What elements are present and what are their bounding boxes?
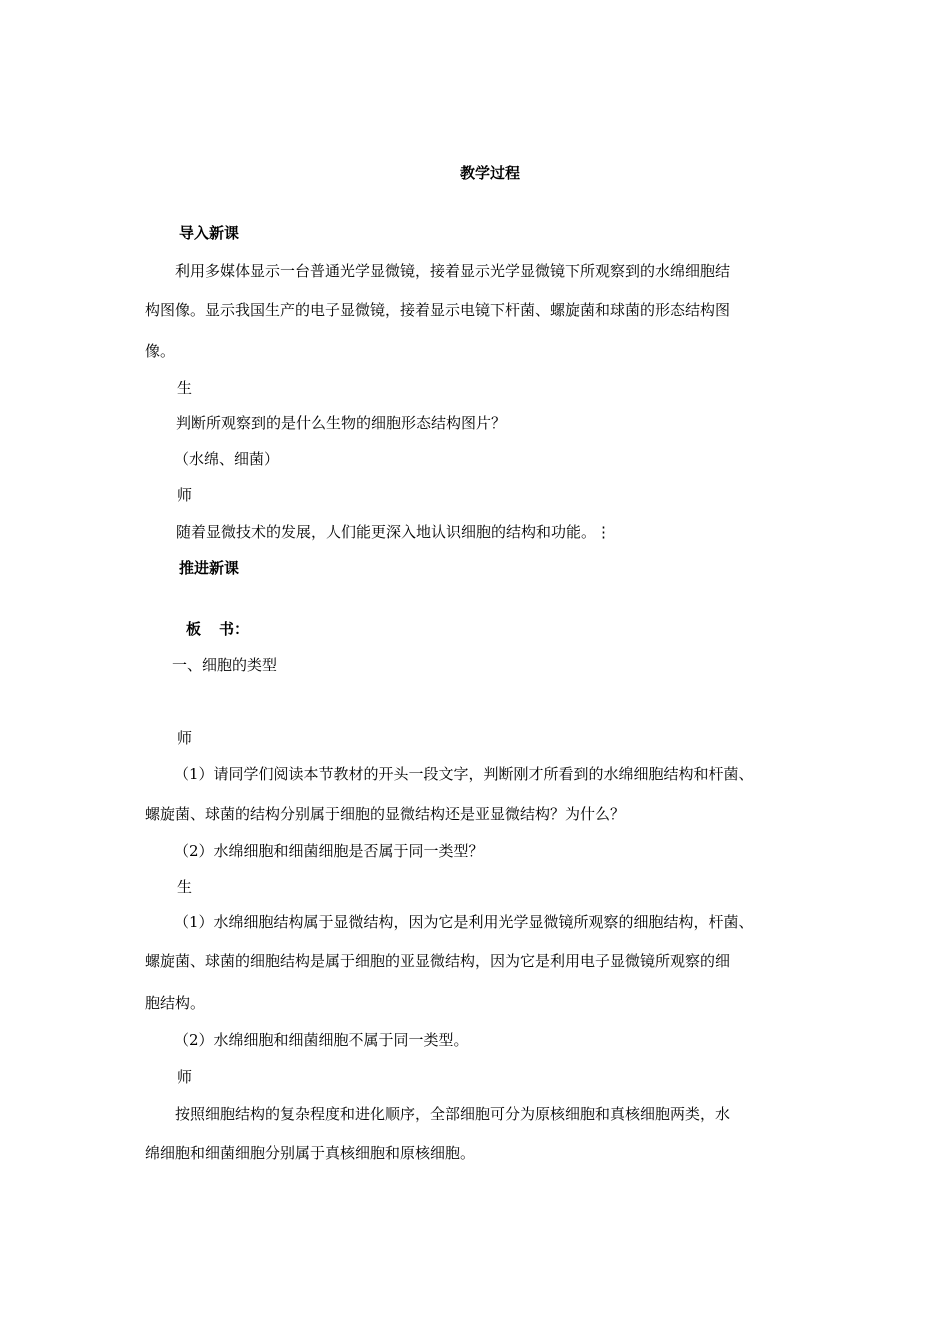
- board-label-part-b: 书：: [219, 620, 250, 638]
- teacher-question-1-line-2: 螺旋菌、球菌的结构分别属于细胞的显微结构还是亚显微结构？为什么？: [145, 805, 626, 823]
- student-answer-1-line-1: （1）水绵细胞结构属于显微结构，因为它是利用光学显微镜所观察的细胞结构，杆菌、: [174, 913, 754, 931]
- teacher-statement: 随着显微技术的发展，人们能更深入地认识细胞的结构和功能。⋮: [176, 523, 612, 541]
- speaker-teacher-label: 师: [177, 729, 193, 747]
- section-heading-intro: 导入新课: [179, 224, 240, 242]
- teacher-question-1-line-1: （1）请同学们阅读本节教材的开头一段文字，判断刚才所看到的水绵细胞结构和杆菌、: [174, 765, 754, 783]
- speaker-student-label: 生: [177, 878, 193, 896]
- speaker-student-label: 生: [177, 379, 193, 397]
- board-item-cell-types: 一、细胞的类型: [172, 656, 278, 674]
- teacher-explanation-line-2: 绵细胞和细菌细胞分别属于真核细胞和原核细胞。: [145, 1144, 476, 1162]
- student-answer-1-line-2: 螺旋菌、球菌的细胞结构是属于细胞的亚显微结构，因为它是利用电子显微镜所观察的细: [145, 952, 731, 970]
- speaker-teacher-label: 师: [177, 486, 193, 504]
- board-label-part-a: 板: [186, 620, 202, 638]
- question-text: 判断所观察到的是什么生物的细胞形态结构图片？: [176, 414, 507, 432]
- speaker-teacher-label: 师: [177, 1068, 193, 1086]
- intro-paragraph-line-1: 利用多媒体显示一台普通光学显微镜，接着显示光学显微镜下所观察到的水绵细胞结: [175, 262, 731, 280]
- section-heading-advance: 推进新课: [179, 559, 240, 577]
- student-answer-2: （2）水绵细胞和细菌细胞不属于同一类型。: [174, 1031, 469, 1049]
- intro-paragraph-line-3: 像。: [145, 342, 176, 360]
- answer-text: （水绵、细菌）: [174, 450, 280, 468]
- intro-paragraph-line-2: 构图像。显示我国生产的电子显微镜，接着显示电镜下杆菌、螺旋菌和球菌的形态结构图: [145, 301, 731, 319]
- teacher-question-2: （2）水绵细胞和细菌细胞是否属于同一类型？: [174, 842, 484, 860]
- board-label: [186, 619, 249, 639]
- student-answer-1-line-3: 胞结构。: [145, 994, 206, 1012]
- page-title: 教学过程: [459, 164, 520, 182]
- teacher-explanation-line-1: 按照细胞结构的复杂程度和进化顺序，全部细胞可分为原核细胞和真核细胞两类，水: [175, 1105, 731, 1123]
